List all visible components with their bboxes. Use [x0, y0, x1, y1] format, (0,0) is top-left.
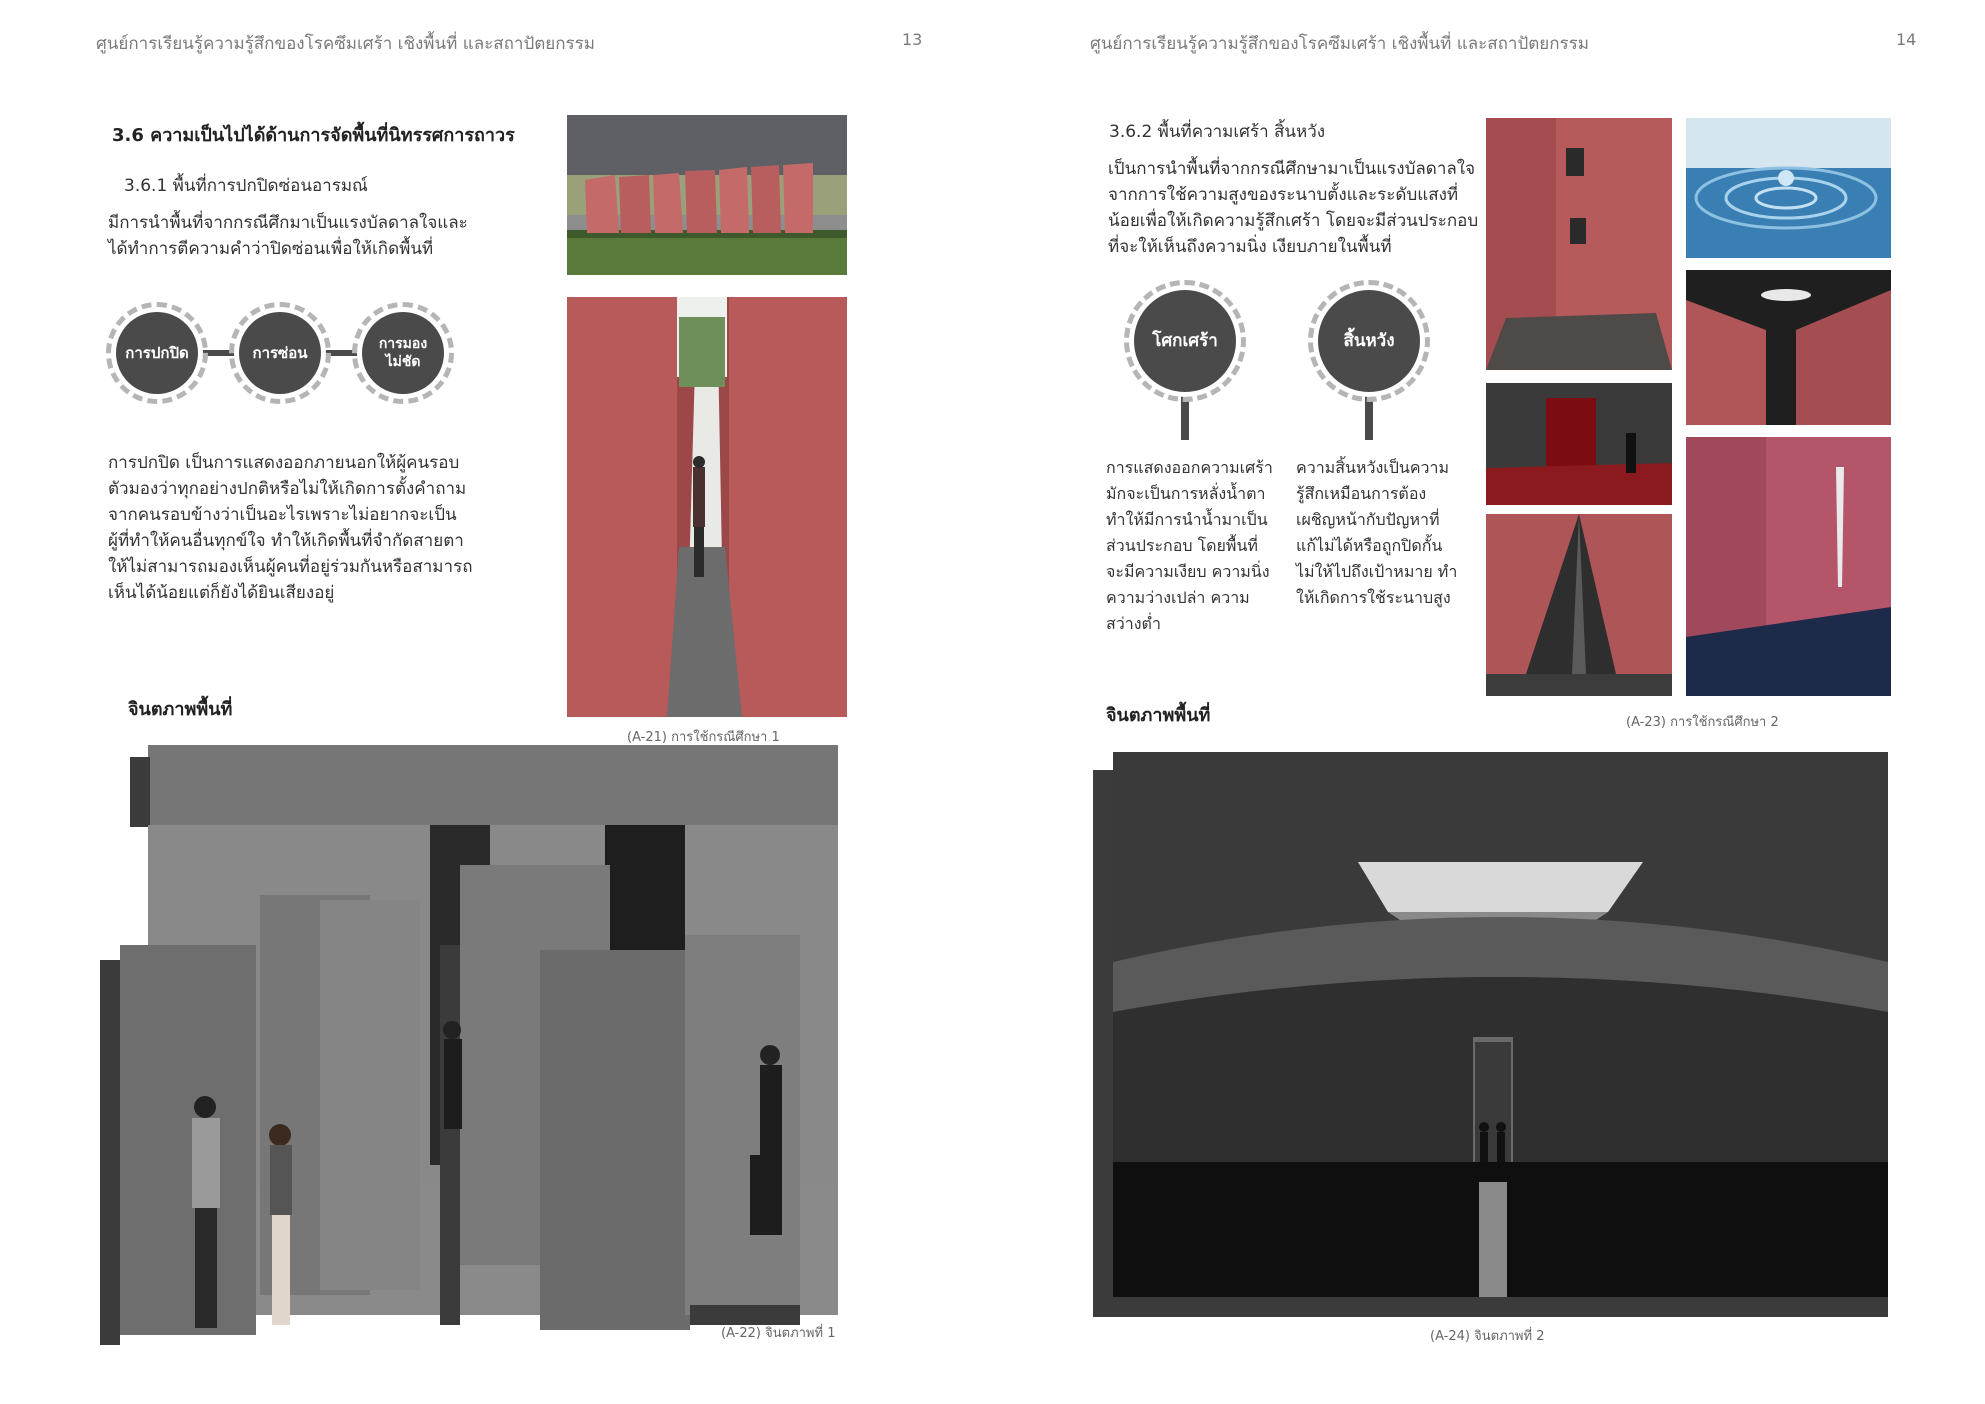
page-number: 14 — [1896, 30, 1917, 49]
section-title: 3.6 ความเป็นไปได้ด้านการจัดพื้นที่นิทรรศการถาวร — [112, 125, 515, 146]
scene-title: จินตภาพพื้นที่ — [1106, 705, 1211, 726]
case-study-photo-water-drop — [1686, 118, 1891, 258]
intro-text: เป็นการนำพื้นที่จากกรณีศึกษามาเป็นแรงบัลดาลใจ จากการใช้ความสูงของระนาบตั้งและระดับแสงที่ น้อยเพื่อให้เกิดความรู้สึกเศร้า โดยจะมีส่วนประกอบ ที่จะให้เห็นถึงความนิ่ง เงียบภายในพื้นที่ — [1108, 159, 1479, 257]
concept-circle-hiding: การซ่อน — [239, 312, 321, 394]
sorrow-description: การแสดงออกความเศร้า มักจะเป็นการหลั่งน้ำตา ทำให้มีการนำน้ำมาเป็น ส่วนประกอบ โดยพื้นที่ จะมีความเงียบ ความนิ่ง ความว่างเปล่า ความ สว่างต่ำ — [1106, 458, 1273, 633]
caption-case-study-1: (A-21) การใช้กรณีศึกษา 1 — [627, 730, 780, 745]
page-number: 13 — [902, 30, 923, 49]
intro-text: มีการนำพื้นที่จากกรณีศึกมาเป็นแรงบัลดาลใจและ ได้ทำการตีความคำว่าปิดซ่อนเพื่อให้เกิดพื้นที่ — [108, 213, 468, 259]
hopeless-description: ความสิ้นหวังเป็นความ รู้สึกเหมือนการต้อง เผชิญหน้ากับปัญหาที่ แก้ไม่ได้หรือถูกปิดกั้น ไม่ให้ไปถึงเป้าหมาย ทำ ให้เกิดการใช้ระนาบสูง — [1296, 458, 1458, 607]
concept-circle-concealing: การปกปิด — [116, 312, 198, 394]
body-text: การปกปิด เป็นการแสดงออกภายนอกให้ผู้คนรอบ ตัวมองว่าทุกอย่างปกติหรือไม่ให้เกิดการตั้งคำถาม จากคนรอบข้างว่าเป็นอะไรเพราะไม่อยากจะเป็น ผู้ที่ทำให้คนอื่นทุกข์ใจ ทำให้เกิดพื้นที่จำกัดสายตา ให้ไม่สามารถมองเห็นผู้คนที่อยู่ร่วมกันหรือสามารถ เห็นได้น้อยแต่ก็ยังได้ยินเสียงอยู่ — [108, 453, 473, 603]
scene-title: จินตภาพพื้นที่ — [128, 699, 233, 720]
case-study-photo-red-skylight-room — [1686, 270, 1891, 425]
case-study-photo-red-corridor — [567, 297, 847, 717]
caption-scene-1: (A-22) จินตภาพที่ 1 — [721, 1326, 836, 1341]
left-page — [0, 0, 992, 1404]
running-head: ศูนย์การเรียนรู้ความรู้สึกของโรคซึมเศร้า เชิงพื้นที่ และสถาปัตยกรรม — [1090, 34, 1590, 54]
caption-scene-2: (A-24) จินตภาพที่ 2 — [1430, 1329, 1545, 1344]
caption-case-study-2: (A-23) การใช้กรณีศึกษา 2 — [1626, 715, 1779, 730]
case-study-photo-red-shaft — [1486, 118, 1672, 370]
imaginary-scene-1-concrete-slabs — [100, 745, 900, 1365]
concept-circle-hopeless: สิ้นหวัง — [1318, 290, 1420, 392]
running-head: ศูนย์การเรียนรู้ความรู้สึกของโรคซึมเศร้า เชิงพื้นที่ และสถาปัตยกรรม — [96, 34, 596, 54]
scene-shadow — [1093, 770, 1113, 1315]
subsection-title: 3.6.2 พื้นที่ความเศร้า สิ้นหวัง — [1109, 122, 1326, 142]
concept-circle-blurred-view: การมอง ไม่ชัด — [362, 312, 444, 394]
case-study-photo-red-light-room — [1486, 383, 1672, 505]
case-study-photo-red-wedge — [1486, 514, 1672, 696]
scene-shadow — [1093, 1297, 1888, 1317]
right-page — [993, 0, 1985, 1404]
concept-circle-sorrow: โศกเศร้า — [1134, 290, 1236, 392]
case-study-photo-red-slabs-exterior — [567, 115, 847, 275]
case-study-photo-red-slit-room — [1686, 437, 1891, 696]
subsection-title: 3.6.1 พื้นที่การปกปิดซ่อนอารมณ์ — [124, 176, 368, 196]
imaginary-scene-2-dark-pool-hall — [1113, 752, 1888, 1297]
